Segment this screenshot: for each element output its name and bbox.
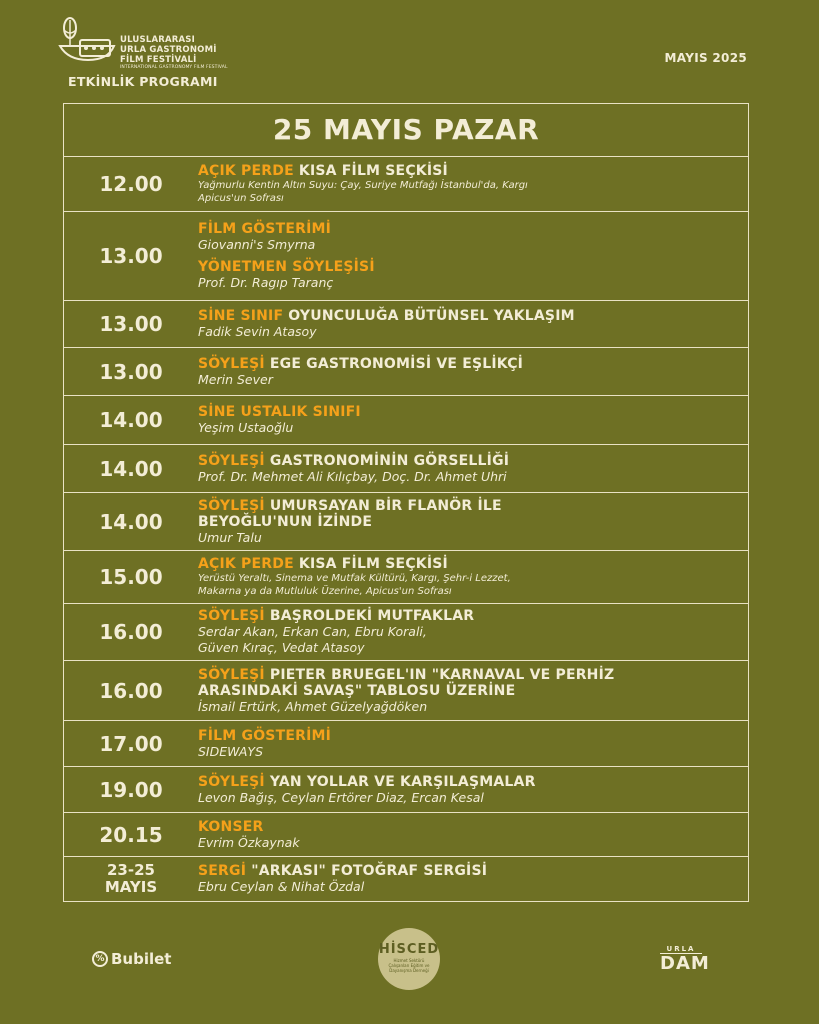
event-category: YÖNETMEN SÖYLEŞİSİ <box>198 259 375 275</box>
day-title: 25 MAYIS PAZAR <box>64 104 748 157</box>
event-time: 19.00 <box>99 777 163 802</box>
event-title-rest: KISA FİLM SEÇKİSİ <box>293 556 448 572</box>
logo-line: ULUSLARARASI <box>120 35 195 45</box>
event-time: 16.00 <box>99 678 163 703</box>
event-title <box>198 498 748 514</box>
event-title <box>198 774 748 790</box>
event-title <box>198 608 748 624</box>
event-detail: Serdar Akan, Erkan Can, Ebru Korali, <box>198 624 427 639</box>
schedule-row <box>64 857 748 901</box>
schedule-row <box>64 721 748 767</box>
event-title <box>198 308 748 324</box>
event-detail: SIDEWAYS <box>198 743 264 759</box>
event-title <box>198 356 748 372</box>
event-time: 14.00 <box>99 456 163 481</box>
schedule-row <box>64 604 748 661</box>
event-detail: Levon Bağış, Ceylan Ertörer Diaz, Ercan Kesal <box>198 789 484 805</box>
month-label: MAYIS 2025 <box>664 51 747 65</box>
event-time <box>64 857 198 901</box>
festival-logo-icon <box>58 16 116 68</box>
event-title-line2: BEYOĞLU'NUN İZİNDE <box>198 513 373 530</box>
schedule-row <box>64 301 748 348</box>
event-detail: Fadik Sevin Atasoy <box>198 324 317 339</box>
event-category: SÖYLEŞİ <box>198 355 265 372</box>
event-category: FİLM GÖSTERİMİ <box>198 727 332 744</box>
event-category: KONSER <box>198 818 264 835</box>
event-category: SERGİ <box>198 863 247 879</box>
festival-name <box>120 35 228 71</box>
event-detail: İsmail Ertürk, Ahmet Güzelyağdöken <box>198 698 428 714</box>
event-title <box>198 863 748 879</box>
event-time: 16.00 <box>99 620 163 644</box>
event-title <box>198 163 748 179</box>
event-category: SÖYLEŞİ <box>198 452 265 469</box>
event-time: 13.00 <box>99 359 163 384</box>
event-time: 12.00 <box>99 172 163 196</box>
event-title <box>198 819 748 835</box>
event-category: AÇIK PERDE <box>198 163 294 179</box>
event-title-rest: KISA FİLM SEÇKİSİ <box>293 163 448 179</box>
schedule-table <box>63 103 749 902</box>
urla-dam-logo <box>660 945 710 974</box>
schedule-row <box>64 212 748 301</box>
schedule-row <box>64 493 748 551</box>
bubilet-label: Bubilet <box>111 950 172 968</box>
event-title <box>198 667 748 683</box>
event-title-rest: PIETER BRUEGEL'IN "KARNAVAL VE PERHİZ <box>264 666 615 683</box>
event-title-rest: OYUNCULUĞA BÜTÜNSEL YAKLAŞIM <box>283 308 575 324</box>
schedule-row <box>64 813 748 857</box>
festival-header <box>58 16 288 96</box>
schedule-row <box>64 348 748 396</box>
event-detail: Makarna ya da Mutluluk Üzerine, Apicus'un Sofrası <box>198 586 452 597</box>
hisced-logo <box>378 928 440 990</box>
event-time: 13.00 <box>99 312 163 336</box>
event-category: SİNE SINIF <box>198 308 284 324</box>
event-time: 13.00 <box>99 244 163 268</box>
event-title-line2: ARASINDAKİ SAVAŞ" TABLOSU ÜZERİNE <box>198 682 516 699</box>
event-detail: Apicus'un Sofrası <box>198 193 284 204</box>
schedule-row <box>64 396 748 445</box>
event-category: SÖYLEŞİ <box>198 497 265 514</box>
event-category: SÖYLEŞİ <box>198 773 265 790</box>
event-detail: Güven Kıraç, Vedat Atasoy <box>198 640 365 655</box>
event-detail: Ebru Ceylan & Nihat Özdal <box>198 879 365 894</box>
event-category: AÇIK PERDE <box>198 556 294 572</box>
hisced-label: HİSCED <box>378 942 440 957</box>
event-title-rest: "ARKASI" FOTOĞRAF SERGİSİ <box>246 863 488 879</box>
bubilet-logo <box>92 950 171 968</box>
event-detail: Prof. Dr. Ragıp Taranç <box>198 275 334 290</box>
event-detail: Umur Talu <box>198 529 262 545</box>
logo-line: URLA GASTRONOMİ <box>120 45 217 55</box>
event-detail: Merin Sever <box>198 371 273 387</box>
event-category: FİLM GÖSTERİMİ <box>198 221 332 237</box>
event-title-rest: UMURSAYAN BİR FLANÖR İLE <box>264 497 502 514</box>
urla-label: URLA <box>660 945 702 954</box>
event-category: SÖYLEŞİ <box>198 608 265 624</box>
schedule-row <box>64 767 748 813</box>
event-time: 17.00 <box>99 731 163 756</box>
logo-line: FİLM FESTİVALİ <box>120 55 197 65</box>
schedule-row <box>64 551 748 604</box>
event-time: 14.00 <box>99 509 163 534</box>
event-title-rest: BAŞROLDEKİ MUTFAKLAR <box>264 608 475 624</box>
logo-subtitle: INTERNATIONAL GASTRONOMY FILM FESTIVAL <box>120 65 228 70</box>
event-title <box>198 556 748 572</box>
event-title-rest: EGE GASTRONOMİSİ VE EŞLİKÇİ <box>264 355 524 372</box>
event-detail: Yeşim Ustaoğlu <box>198 420 294 435</box>
event-category: SÖYLEŞİ <box>198 666 265 683</box>
event-title-rest: GASTRONOMİNİN GÖRSELLİĞİ <box>264 452 510 469</box>
event-title <box>198 728 748 744</box>
event-title-rest: YAN YOLLAR VE KARŞILAŞMALAR <box>264 773 536 790</box>
event-category: SİNE USTALIK SINIFI <box>198 404 361 420</box>
event-detail: Yağmurlu Kentin Altın Suyu: Çay, Suriye Mutfağı İstanbul'da, Kargı <box>198 180 528 191</box>
schedule-row <box>64 157 748 212</box>
event-date-range: 23-25 <box>107 861 155 879</box>
schedule-row <box>64 445 748 493</box>
event-detail: Yerüstü Yeraltı, Sinema ve Mutfak Kültürü, Kargı, Şehr-i Lezzet, <box>198 573 511 584</box>
event-title <box>198 404 748 420</box>
hisced-description: Hizmet Sektörü Çalışanları Eğitim ve Dayanışma Derneği <box>388 958 430 973</box>
event-title <box>198 453 748 469</box>
dam-label: DAM <box>660 953 710 974</box>
percent-icon: % <box>92 951 108 967</box>
event-detail: Giovanni's Smyrna <box>198 237 316 252</box>
event-detail: Prof. Dr. Mehmet Ali Kılıçbay, Doç. Dr. Ahmet Uhri <box>198 468 507 484</box>
schedule-row <box>64 661 748 721</box>
event-time: 20.15 <box>99 822 163 847</box>
event-time: 15.00 <box>99 565 163 589</box>
program-title: ETKİNLİK PROGRAMI <box>68 74 218 89</box>
event-date-month: MAYIS <box>104 878 158 896</box>
event-time: 14.00 <box>99 408 163 432</box>
event-detail: Evrim Özkaynak <box>198 834 300 850</box>
